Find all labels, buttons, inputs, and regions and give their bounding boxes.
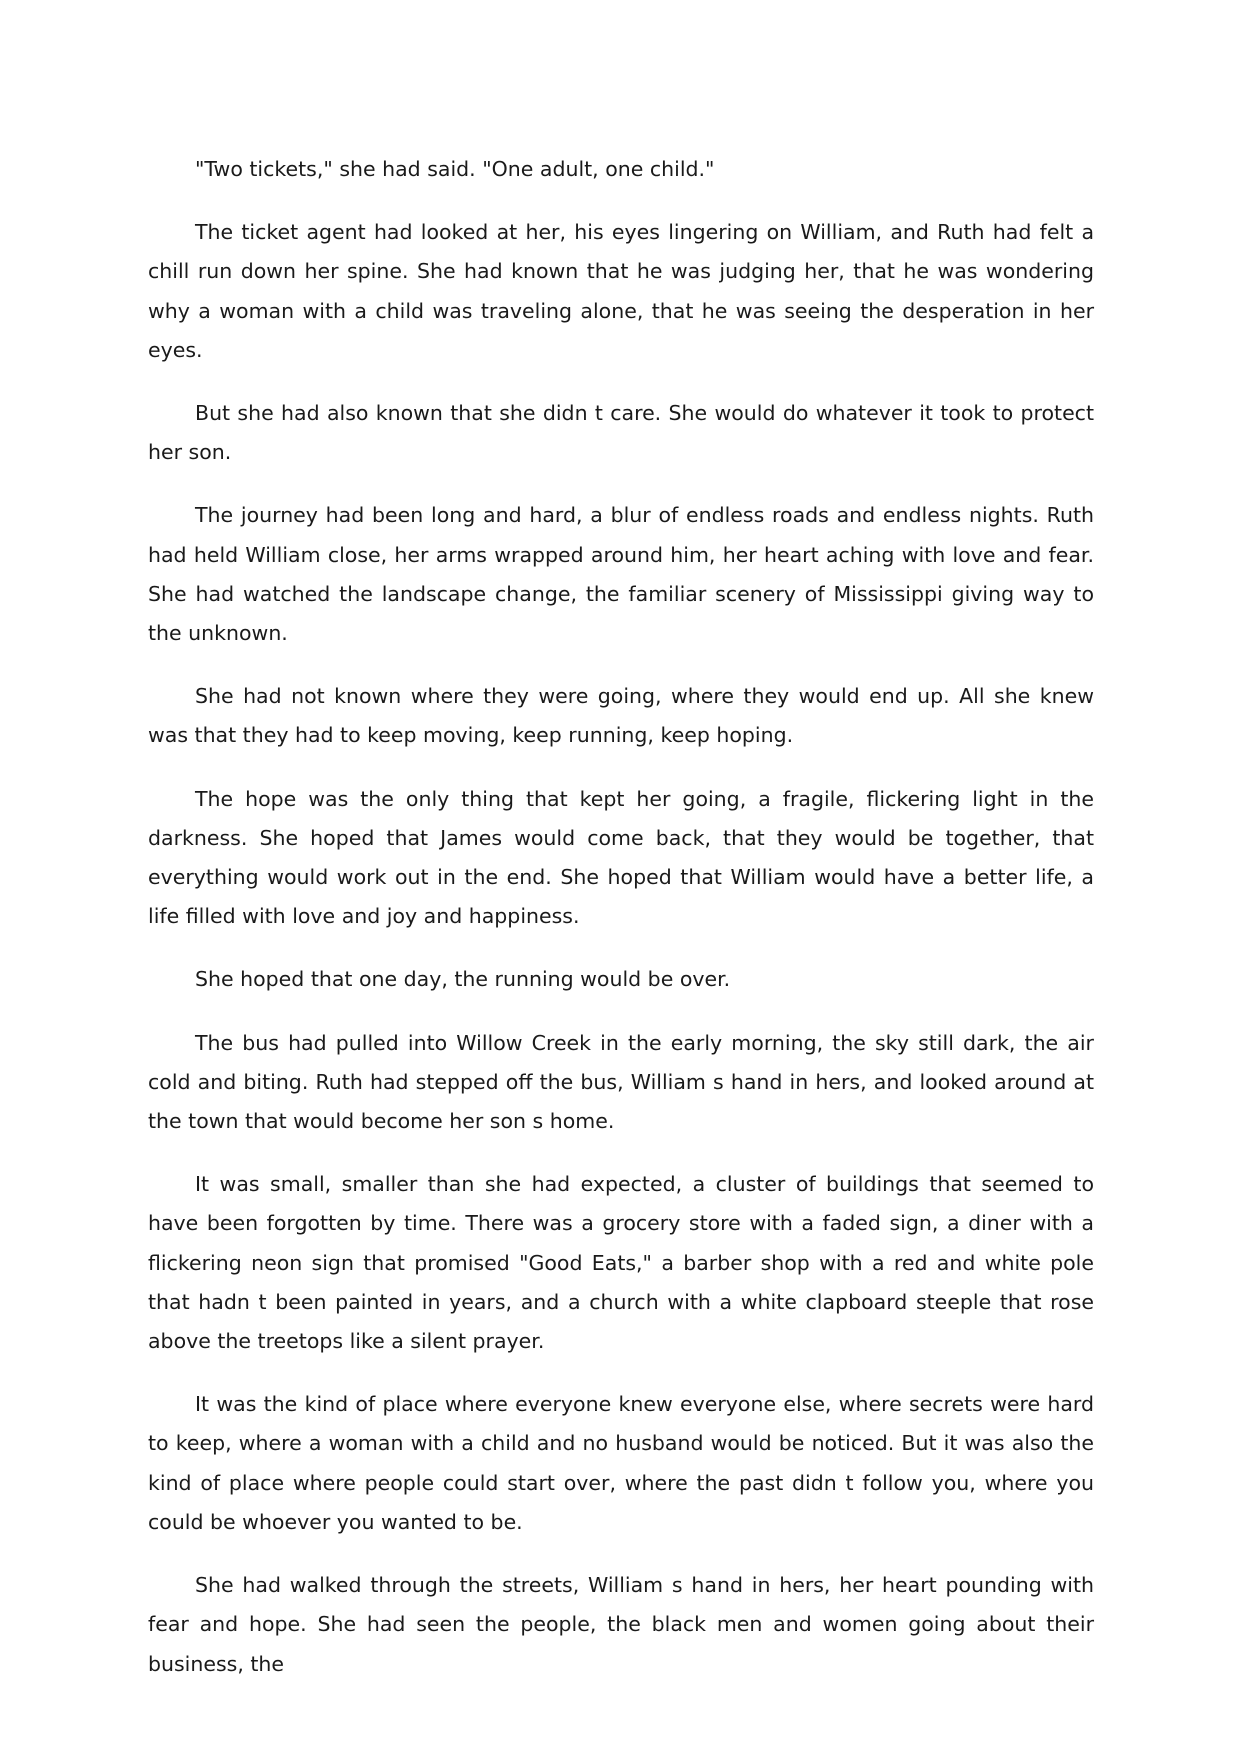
paragraph: It was the kind of place where everyone knew everyone else, where secrets were hard to keep, where a woman with a child and no husband would be noticed. But it was also the kind of place where people could start over, where the past didn t follow you, where you could be whoever you wanted to be. [148,1392,1094,1534]
paragraph: She had not known where they were going, where they would end up. All she knew was that they had to keep moving, keep running, keep hoping. [148,684,1094,748]
paragraph: It was small, smaller than she had expected, a cluster of buildings that seemed to have been forgotten by time. There was a grocery store with a faded sign, a diner with a flickering neon sign that promised "Good Eats," a barber shop with a red and white pole that hadn t been painted in years, and a church with a white clapboard steeple that rose above the treetops like a silent prayer. [148,1172,1094,1354]
paragraph: She had walked through the streets, William s hand in hers, her heart pounding with fear and hope. She had seen the people, the black men and women going about their business, the [148,1573,1094,1676]
paragraph: "Two tickets," she had said. "One adult, one child." [195,157,715,181]
paragraph: The ticket agent had looked at her, his eyes lingering on William, and Ruth had felt a chill run down her spine. She had known that he was judging her, that he was wondering why a woman with a child was traveling alone, that he was seeing the desperation in her eyes. [148,220,1094,362]
paragraph: But she had also known that she didn t care. She would do whatever it took to protect her son. [148,401,1094,465]
body-text [148,150,1094,1684]
paragraph: She hoped that one day, the running would be over. [195,967,731,992]
paragraph: The hope was the only thing that kept her going, a fragile, flickering light in the darkness. She hoped that James would come back, that they would be together, that everything would work out in the end. She hoped that William would have a better life, a life filled with love and joy and happiness. [148,786,1094,929]
paragraph: The journey had been long and hard, a blur of endless roads and endless nights. Ruth had held William close, her arms wrapped around him, her heart aching with love and fear. She had watched the landscape change, the familiar scenery of Mississippi giving way to the unknown. [148,503,1094,646]
paragraph: The bus had pulled into Willow Creek in the early morning, the sky still dark, the air cold and biting. Ruth had stepped off the bus, William s hand in hers, and looked around at the town that would become her son s home. [148,1030,1094,1134]
